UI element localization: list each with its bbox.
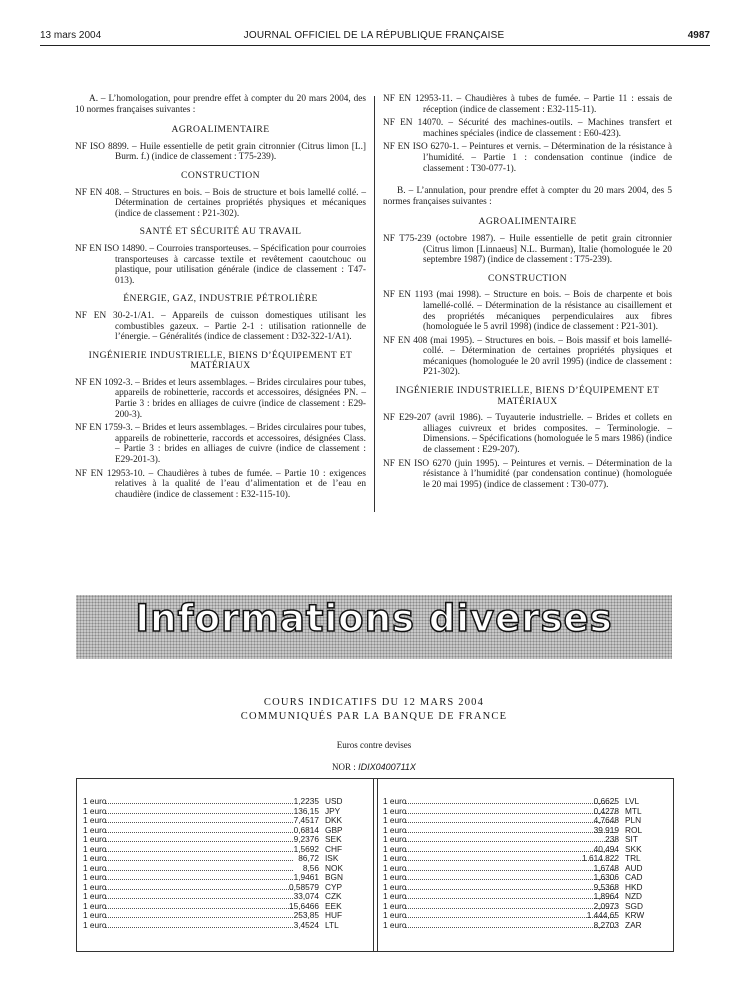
rate-row xyxy=(383,854,663,864)
currency-code: SEK xyxy=(325,834,342,844)
rate-row xyxy=(83,826,363,836)
dot-leader xyxy=(105,860,293,861)
rate-label: 1 euro xyxy=(383,881,407,892)
section-title: AGROALIMENTAIRE xyxy=(171,124,270,136)
rate-label: 1 euro xyxy=(83,805,107,816)
rate-row xyxy=(383,892,663,902)
rate-label: 1 euro xyxy=(383,796,407,806)
rate-value: 0,6625 xyxy=(593,796,619,806)
rate-value: 1,2235 xyxy=(293,796,319,806)
page-number: 4987 xyxy=(687,30,710,41)
currency-code: CZK xyxy=(325,891,342,901)
rate-value: 1,8964 xyxy=(593,891,619,901)
right-column xyxy=(383,94,672,493)
rate-label: 1 euro xyxy=(83,872,107,882)
informations-banner xyxy=(76,595,672,659)
journal-title: JOURNAL OFFICIEL DE LA RÉPUBLIQUE FRANÇAISE xyxy=(243,30,505,41)
column-divider xyxy=(374,96,375,512)
dot-leader xyxy=(105,898,293,899)
rate-value: 9,2376 xyxy=(293,834,319,844)
rate-label: 1 euro xyxy=(83,853,107,863)
currency-code: LVL xyxy=(625,796,640,806)
rate-value: 253,85 xyxy=(293,910,319,920)
dot-leader xyxy=(105,870,293,871)
cours-subtitle: COMMUNIQUÉS PAR LA BANQUE DE FRANCE xyxy=(240,711,508,722)
dot-leader xyxy=(105,851,293,852)
norm-entry: NF EN 14070. – Sécurité des machines-outils. – Machines transfert et machines spéciales (indice de classement : E60-423). xyxy=(383,118,672,139)
currency-code: TRL xyxy=(625,853,641,863)
currency-code: MTL xyxy=(625,805,642,816)
rate-label: 1 euro xyxy=(383,834,407,844)
page-header xyxy=(0,30,748,50)
section-title: CONSTRUCTION xyxy=(488,272,567,284)
rate-label: 1 euro xyxy=(83,843,107,854)
rate-row xyxy=(383,797,663,807)
currency-code: PLN xyxy=(625,815,642,825)
rate-label: 1 euro xyxy=(83,910,107,920)
currency-code: USD xyxy=(325,796,343,806)
currency-code: DKK xyxy=(325,815,343,825)
section-title: SANTÉ ET SÉCURITÉ AU TRAVAIL xyxy=(139,226,302,238)
dot-leader xyxy=(405,870,615,871)
norm-entry: NF T75-239 (octobre 1987). – Huile essentielle de petit grain citronnier (Citrus limon [Linnaeus] N.L. Burman), Italie (homologuée le 20 septembre 1987) (indice de classement : T75-239). xyxy=(383,233,672,266)
norm-entry: NF EN 12953-11. – Chaudières à tubes de fumée. – Partie 11 : essais de réception (indice de classement : E32-115-11). xyxy=(383,94,672,115)
dot-leader xyxy=(405,908,615,909)
rate-value: 0,58579 xyxy=(289,881,319,892)
norm-entry: NF EN 1193 (mai 1998). – Structure en bois. – Bois de charpente et bois lamellé-collé. – Détermination de la résistance au cisaillement et des propriétés mécaniques perpendiculaires aux fibres (homologuée le 5 avril 1998) (indice de classement : P21-301). xyxy=(383,290,672,333)
norm-entry: NF EN 1092-3. – Brides et leurs assemblages. – Brides circulaires pour tubes, appareils de robinetterie, raccords et accessoires, désignées PN. – Partie 3 : brides en alliages de cuivre (indice de classement : E29-200-3). xyxy=(75,377,366,420)
currency-code: KRW xyxy=(625,910,645,920)
dot-leader xyxy=(105,908,293,909)
currency-code: SKK xyxy=(625,843,642,854)
currency-code: LTL xyxy=(325,919,339,930)
rate-row xyxy=(83,873,363,883)
dot-leader xyxy=(405,832,615,833)
currency-code: BGN xyxy=(325,872,343,882)
rate-value: 8,56 xyxy=(302,862,319,873)
norm-entry: NF E29-207 (avril 1986). – Tuyauterie industrielle. – Brides et collets en alliages cuivreux et brides composites. – Terminologie. – Dimensions. – Spécifications (homologuée le 5 mars 1986) (indice de classement : E29-207). xyxy=(383,413,672,456)
currency-code: ZAR xyxy=(625,919,642,930)
currency-code: EEK xyxy=(325,900,342,911)
dot-leader xyxy=(405,927,615,928)
rate-row xyxy=(383,835,663,845)
currency-code: AUD xyxy=(625,862,643,873)
dot-leader xyxy=(105,813,293,814)
section-title: INGÉNIERIE INDUSTRIELLE, BIENS D’ÉQUIPEMENT ET MATÉRIAUX xyxy=(395,385,660,407)
dot-leader xyxy=(405,841,615,842)
rate-value: 136,15 xyxy=(293,805,319,816)
rates-table xyxy=(76,778,674,952)
rates-divider xyxy=(373,779,378,951)
nor-line xyxy=(0,762,748,772)
rate-row xyxy=(383,911,663,921)
norm-entry: NF EN ISO 6270-1. – Peintures et vernis. – Détermination de la résistance à l’humidité. – Partie 1 : condensation continue (indice de classement : T30-077-1). xyxy=(383,142,672,174)
rate-row xyxy=(83,883,363,893)
dot-leader xyxy=(405,803,615,804)
dot-leader xyxy=(405,889,615,890)
rate-row xyxy=(83,921,363,931)
rate-value: 7,4517 xyxy=(293,815,319,825)
rate-row xyxy=(83,835,363,845)
norm-entry: NF EN 12953-10. – Chaudières à tubes de fumée. – Partie 10 : exigences relatives à la qualité de l’eau d’alimentation et de l’eau en chaudière (indice de classement : E32-115-10). xyxy=(75,468,366,500)
currency-code: CHF xyxy=(325,843,343,854)
rate-value: 8,2703 xyxy=(593,919,619,930)
norm-entry: NF EN ISO 6270 (juin 1995). – Peintures et vernis. – Détermination de la résistance à l’humidité (par condensation continue) (homologuée le 20 mai 1995) (indice de classement : T30-077). xyxy=(383,458,672,490)
dot-leader xyxy=(405,917,615,918)
dot-leader xyxy=(105,841,293,842)
rate-value: 1,6306 xyxy=(593,872,619,882)
currency-code: CYP xyxy=(325,881,343,892)
section-title: ÉNERGIE, GAZ, INDUSTRIE PÉTROLIÈRE xyxy=(123,293,318,305)
homologation-intro: A. – L’homologation, pour prendre effet à compter du 20 mars 2004, des 10 normes françaises suivantes : xyxy=(75,94,366,115)
rate-value: 15,6466 xyxy=(289,900,319,911)
rate-label: 1 euro xyxy=(83,815,107,825)
rate-value: 33,074 xyxy=(293,891,319,901)
cours-title: COURS INDICATIFS DU 12 MARS 2004 xyxy=(263,697,485,708)
rates-right-column xyxy=(383,797,663,930)
rate-label: 1 euro xyxy=(383,919,407,930)
rate-row xyxy=(83,892,363,902)
dot-leader xyxy=(105,803,293,804)
currency-code: CAD xyxy=(625,872,643,882)
dot-leader xyxy=(405,898,615,899)
rate-value: 3,4524 xyxy=(293,919,319,930)
rate-row xyxy=(83,864,363,874)
rate-label: 1 euro xyxy=(83,881,107,892)
left-column xyxy=(75,94,366,503)
rate-row xyxy=(383,864,663,874)
rate-value: 40,494 xyxy=(593,843,619,854)
rate-row xyxy=(383,816,663,826)
rate-label: 1 euro xyxy=(83,900,107,911)
rate-label: 1 euro xyxy=(383,815,407,825)
rate-value: 2,0973 xyxy=(593,900,619,911)
rate-label: 1 euro xyxy=(83,891,107,901)
rate-label: 1 euro xyxy=(383,910,407,920)
annulation-intro: B. – L’annulation, pour prendre effet à compter du 20 mars 2004, des 5 normes françaises suivantes : xyxy=(383,186,672,207)
nor-value: IDIX0400711X xyxy=(358,762,416,772)
norm-entry: NF EN 408 (mai 1995). – Structures en bois. – Bois massif et bois lamellé-collé. – Détermination de certaines propriétés physiques et mécaniques (homologuée le 20 avril 1995) (indice de classement : P21-302). xyxy=(383,335,672,378)
rate-value: 9,5368 xyxy=(593,881,619,892)
rate-row xyxy=(383,845,663,855)
rate-row xyxy=(383,921,663,931)
norm-entry: NF EN 30-2-1/A1. – Appareils de cuisson domestiques utilisant les combustibles gazeux. – Partie 2-1 : utilisation rationnelle de l’énergie. – Généralités (indice de classement : D32-322-1/A1). xyxy=(75,310,366,343)
norm-entry: NF EN ISO 14890. – Courroies transporteuses. – Spécification pour courroies transporteuses à carcasse textile et revêtement caoutchouc ou plastique, pour utilisation générale (indice de classement : T47-013). xyxy=(75,243,366,286)
rate-row xyxy=(383,826,663,836)
rate-value: 86,72 xyxy=(298,853,319,863)
dot-leader xyxy=(405,822,615,823)
rate-value: 1,6748 xyxy=(593,862,619,873)
rate-value: 238 xyxy=(605,834,619,844)
dot-leader xyxy=(105,822,293,823)
rate-row xyxy=(83,911,363,921)
rate-value: 0,4278 xyxy=(593,805,619,816)
rate-label: 1 euro xyxy=(83,919,107,930)
issue-date: 13 mars 2004 xyxy=(40,30,102,41)
currency-code: HKD xyxy=(625,881,643,892)
rate-label: 1 euro xyxy=(383,805,407,816)
rate-value: 1 614 822 xyxy=(582,853,619,863)
currency-code: ISK xyxy=(325,853,339,863)
dot-leader xyxy=(405,879,615,880)
header-rule xyxy=(40,45,710,46)
rates-left-column xyxy=(83,797,363,930)
dot-leader xyxy=(105,927,293,928)
rate-label: 1 euro xyxy=(83,862,107,873)
cours-caption: Euros contre devises xyxy=(336,740,412,750)
rate-value: 1 444,65 xyxy=(586,910,619,920)
exchange-heading xyxy=(0,696,748,772)
rate-row xyxy=(83,797,363,807)
dot-leader xyxy=(105,832,293,833)
rate-label: 1 euro xyxy=(383,843,407,854)
banner-title: Informations diverses xyxy=(135,597,613,640)
rate-row xyxy=(383,902,663,912)
rate-value: 0,6814 xyxy=(293,824,319,835)
rate-label: 1 euro xyxy=(383,900,407,911)
section-title: AGROALIMENTAIRE xyxy=(478,216,577,228)
nor-label: NOR : xyxy=(332,762,356,772)
rate-label: 1 euro xyxy=(83,834,107,844)
rate-label: 1 euro xyxy=(383,891,407,901)
dot-leader xyxy=(405,813,615,814)
rate-label: 1 euro xyxy=(383,872,407,882)
currency-code: NZD xyxy=(625,891,643,901)
rate-value: 1,5692 xyxy=(293,843,319,854)
dot-leader xyxy=(405,851,615,852)
currency-code: HUF xyxy=(325,910,343,920)
dot-leader xyxy=(105,889,293,890)
currency-code: ROL xyxy=(625,824,643,835)
section-title: CONSTRUCTION xyxy=(181,169,260,181)
norm-entry: NF EN 408. – Structures en bois. – Bois de structure et bois lamellé collé. – Détermination de certaines propriétés physiques et mécaniques (indice de classement : P21-302). xyxy=(75,187,366,219)
rate-label: 1 euro xyxy=(383,862,407,873)
rate-label: 1 euro xyxy=(83,824,107,835)
rate-value: 39 919 xyxy=(593,824,619,835)
rate-row xyxy=(383,883,663,893)
rate-value: 1,9461 xyxy=(293,872,319,882)
dot-leader xyxy=(105,879,293,880)
currency-code: SGD xyxy=(625,900,643,911)
rate-row xyxy=(83,854,363,864)
norm-entry: NF EN 1759-3. – Brides et leurs assemblages. – Brides circulaires pour tubes, appareils de robinetterie, raccords et accessoires, désignées Class. – Partie 3 : brides en alliages de cuivre (indice de classement : E29-201-3). xyxy=(75,423,366,466)
currency-code: NOK xyxy=(325,862,343,873)
rate-label: 1 euro xyxy=(383,824,407,835)
rate-row xyxy=(83,845,363,855)
section-title: INGÉNIERIE INDUSTRIELLE, BIENS D’ÉQUIPEMENT ET MATÉRIAUX xyxy=(88,349,353,372)
currency-code: JPY xyxy=(325,805,341,816)
rate-row xyxy=(83,902,363,912)
rate-row xyxy=(383,807,663,817)
rate-row xyxy=(83,807,363,817)
rate-row xyxy=(83,816,363,826)
norm-entry: NF ISO 8899. – Huile essentielle de petit grain citronnier (Citrus limon [L.] Burm. f.) (indice de classement : T75-239). xyxy=(75,141,366,163)
rate-value: 4,7648 xyxy=(593,815,619,825)
rate-label: 1 euro xyxy=(83,796,107,806)
rate-label: 1 euro xyxy=(383,853,407,863)
rate-row xyxy=(383,873,663,883)
currency-code: SIT xyxy=(625,834,638,844)
dot-leader xyxy=(105,917,293,918)
currency-code: GBP xyxy=(325,824,343,835)
